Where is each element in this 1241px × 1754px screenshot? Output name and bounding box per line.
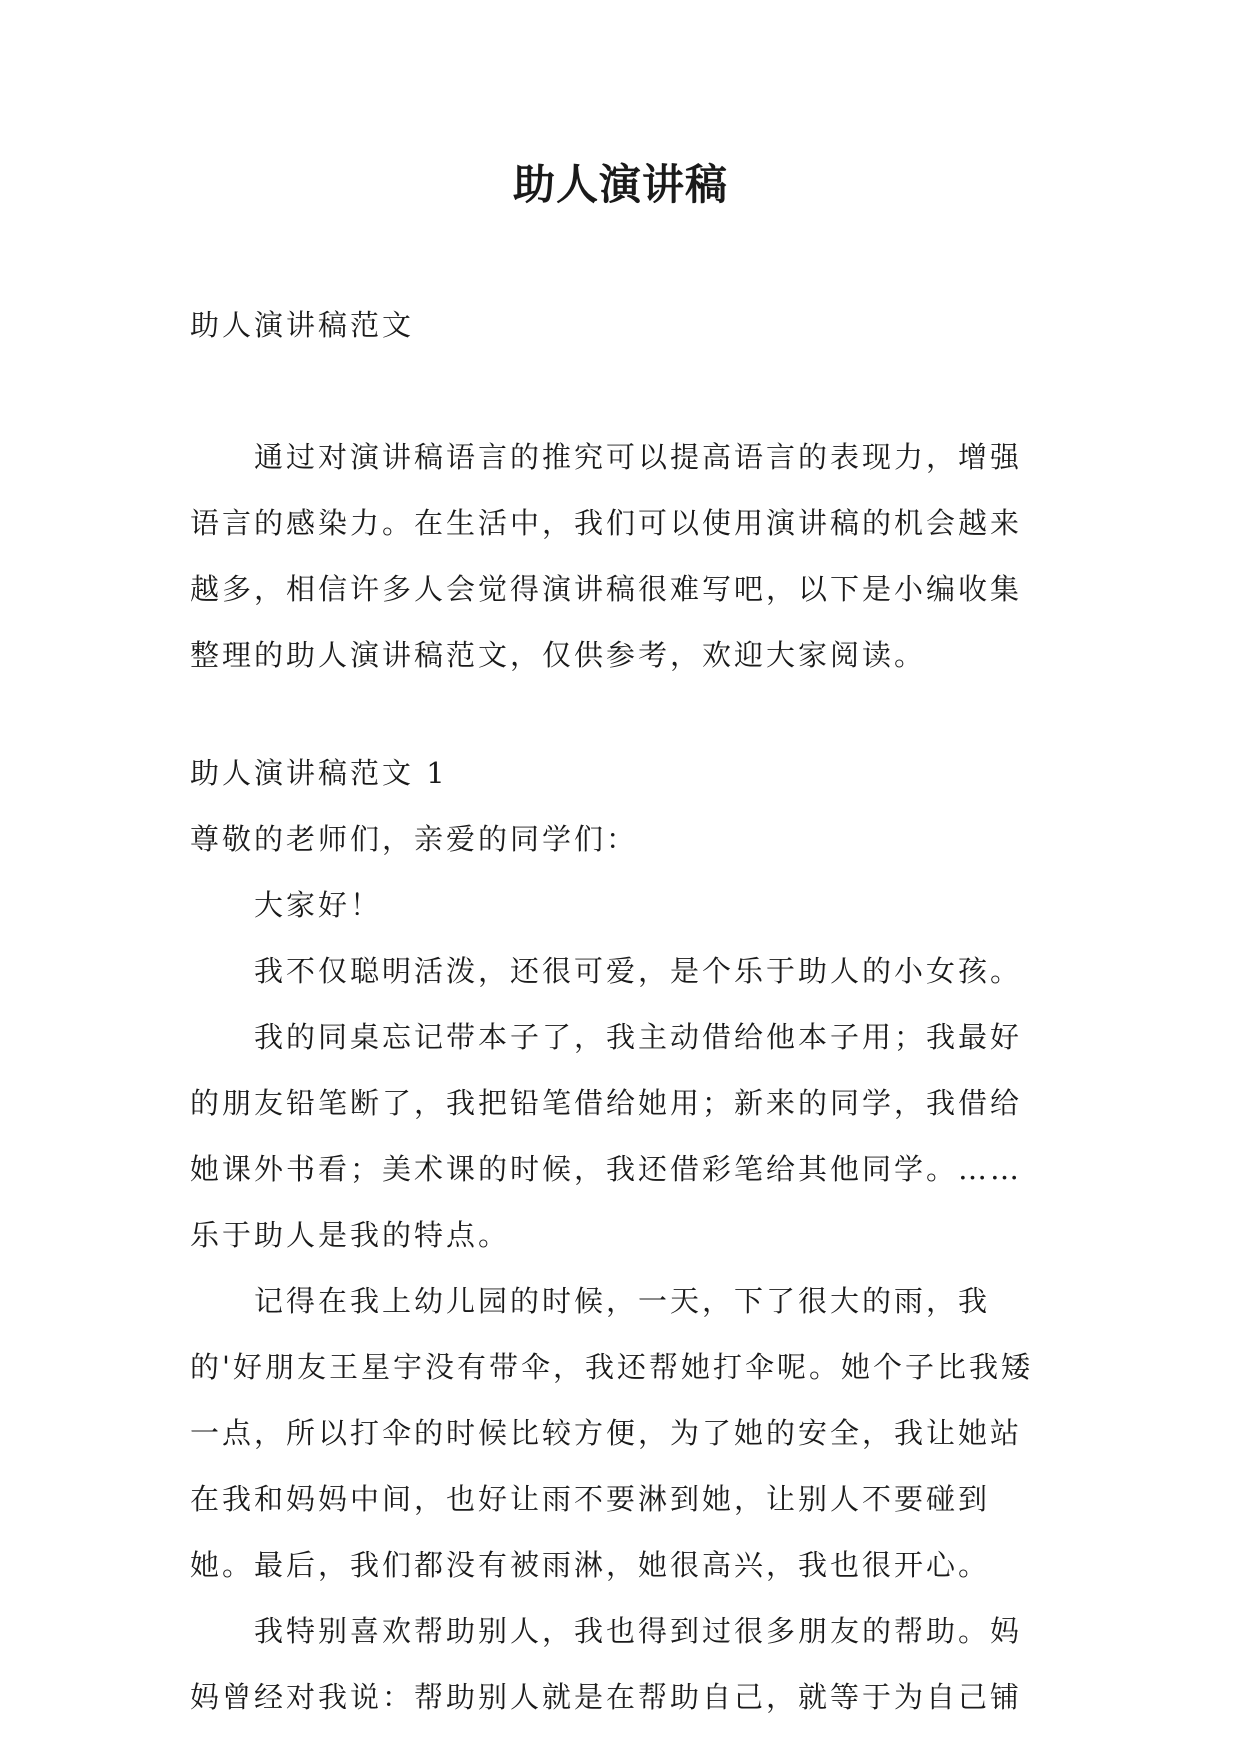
intro-paragraph: 通过对演讲稿语言的推究可以提高语言的表现力，增强语言的感染力。在生活中，我们可以使用演讲稿的机会越来越多，相信许多人会觉得演讲稿很难写吧，以下是小编收集整理的助人演讲稿范文，仅供参考，欢迎大家阅读。 [190, 440, 1023, 672]
body-paragraph-4: 我特别喜欢帮助别人，我也得到过很多朋友的帮助。妈妈曾经对我说：帮助别人就是在帮助自己，就等于为自己铺 [190, 1614, 1023, 1714]
spacer [190, 688, 1050, 740]
section-heading: 助人演讲稿范文 1 [190, 756, 448, 790]
subtitle: 助人演讲稿范文 [190, 308, 415, 342]
body-paragraph-1: 我不仅聪明活泼，还很可爱，是个乐于助人的小女孩。 [254, 954, 1023, 988]
document-title: 助人演讲稿 [512, 160, 728, 209]
salutation: 尊敬的老师们，亲爱的同学们： [190, 822, 639, 856]
greeting: 大家好！ [254, 888, 383, 922]
body-paragraph-3: 记得在我上幼儿园的时候，一天，下了很大的雨，我的'好朋友王星宇没有带伞，我还帮她打伞呢。她个子比我矮一点，所以打伞的时候比较方便，为了她的安全，我让她站在我和妈妈中间，也好让雨不要淋到她，让别人不要碰到她。最后，我们都没有被雨淋，她很高兴，我也很开心。 [190, 1284, 1033, 1582]
document-body [190, 292, 1050, 1730]
spacer [190, 358, 1050, 424]
body-paragraph-2: 我的同桌忘记带本子了，我主动借给他本子用；我最好的朋友铅笔断了，我把铅笔借给她用；新来的同学，我借给她课外书看；美术课的时候，我还借彩笔给其他同学。……乐于助人是我的特点。 [190, 1020, 1023, 1252]
